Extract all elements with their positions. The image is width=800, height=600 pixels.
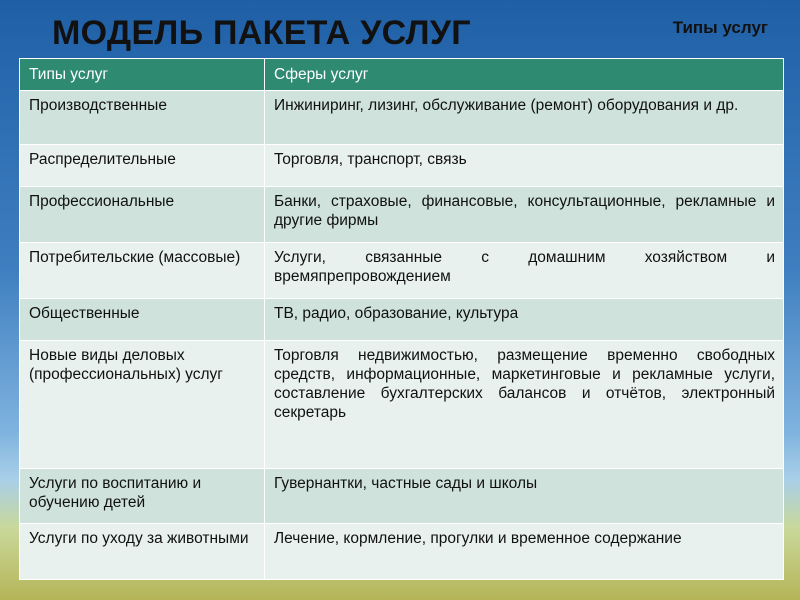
header-types: Типы услуг [20,59,265,91]
service-type-cell: Профессиональные [20,187,265,243]
service-type-cell: Производственные [20,91,265,145]
service-scope-cell: Инжиниринг, лизинг, обслуживание (ремонт) оборудования и др. [265,91,784,145]
table-row [20,187,784,243]
service-type-cell: Распределительные [20,145,265,187]
service-type-cell: Новые виды деловых (профессиональных) услуг [20,341,265,469]
corner-label: Типы услуг [672,18,768,37]
service-type-cell: Услуги по уходу за животными [20,524,265,580]
service-scope-cell: Торговля, транспорт, связь [265,145,784,187]
service-scope-cell: ТВ, радио, образование, культура [265,299,784,341]
service-type-cell: Услуги по воспитанию и обучению детей [20,469,265,524]
services-table [19,58,784,580]
service-scope-cell: Торговля недвижимостью, размещение временно свободных средств, информационные, маркетинговые и рекламные услуги, составление бухгалтерских балансов и отчётов, электронный секретарь [265,341,784,469]
table-row [20,91,784,145]
table-row [20,524,784,580]
table-row [20,341,784,469]
service-scope-cell: Лечение, кормление, прогулки и временное содержание [265,524,784,580]
service-scope-cell: Услуги, связанные с домашним хозяйством и времяпрепровождением [265,243,784,299]
service-scope-cell: Банки, страховые, финансовые, консультационные, рекламные и другие фирмы [265,187,784,243]
slide-title: МОДЕЛЬ ПАКЕТА УСЛУГ [52,14,471,52]
table-header-row [20,59,784,91]
table-row [20,145,784,187]
service-type-cell: Общественные [20,299,265,341]
table-row [20,299,784,341]
service-type-cell: Потребительские (массовые) [20,243,265,299]
table-row [20,469,784,524]
header-scopes: Сферы услуг [265,59,784,91]
table-row [20,243,784,299]
service-scope-cell: Гувернантки, частные сады и школы [265,469,784,524]
